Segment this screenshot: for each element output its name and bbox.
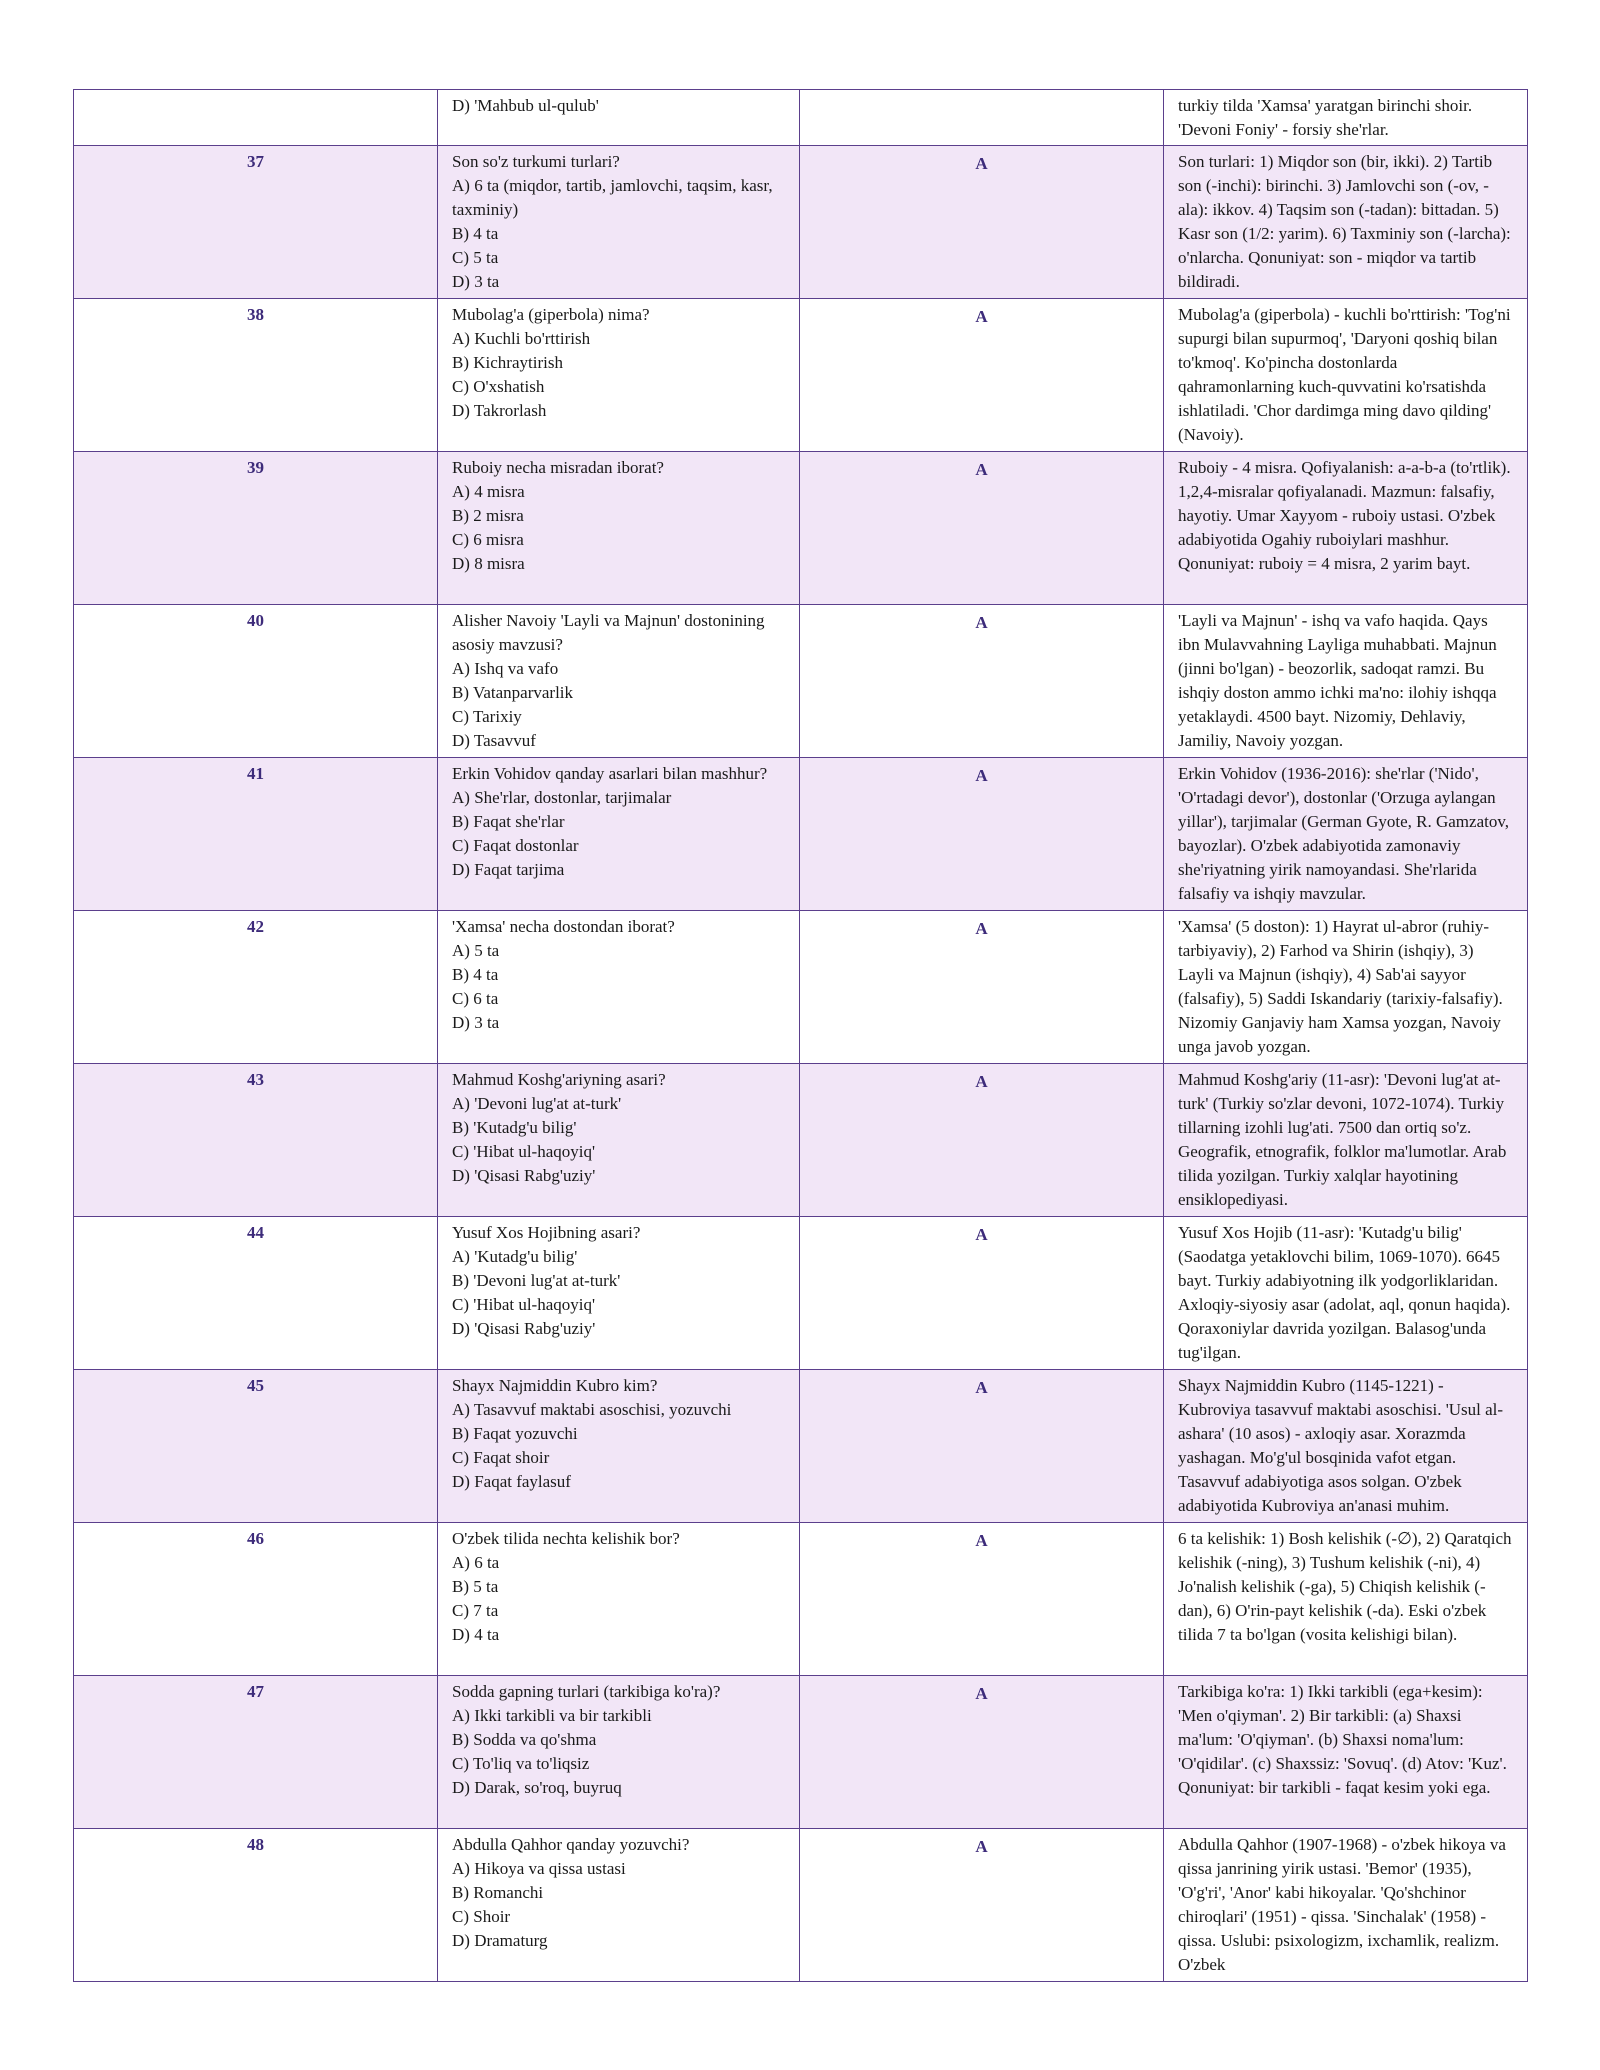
answer-option: D) 4 ta — [452, 1625, 500, 1644]
table-row — [74, 1217, 1528, 1370]
answer-option: B) Sodda va qo'shma — [452, 1730, 597, 1749]
question-cell — [438, 1829, 800, 1982]
correct-answer: A — [800, 1370, 1164, 1523]
question-cell — [438, 605, 800, 758]
explanation-cell — [1164, 1064, 1528, 1217]
answer-option: C) To'liq va to'liqsiz — [452, 1754, 590, 1773]
answer-option: A) 'Kutadg'u bilig' — [452, 1247, 578, 1266]
question-number: 40 — [74, 605, 438, 758]
question-number: 37 — [74, 146, 438, 299]
question-cell — [438, 1523, 800, 1676]
question-text: Erkin Vohidov qanday asarlari bilan mashhur? — [452, 764, 768, 783]
question-text: Mubolag'a (giperbola) nima? — [452, 305, 650, 324]
question-number: 48 — [74, 1829, 438, 1982]
question-text: Mahmud Koshg'ariyning asari? — [452, 1070, 666, 1089]
question-text: Shayx Najmiddin Kubro kim? — [452, 1376, 658, 1395]
answer-option: C) 7 ta — [452, 1601, 499, 1620]
question-text: Yusuf Xos Hojibning asari? — [452, 1223, 641, 1242]
question-cell — [438, 90, 800, 146]
question-text: D) 'Mahbub ul-qulub' — [452, 96, 599, 115]
answer-option: A) 6 ta — [452, 1553, 500, 1572]
explanation-text: 'Xamsa' (5 doston): 1) Hayrat ul-abror (ruhiy-tarbiyaviy), 2) Farhod va Shirin (ishqiy), 3) Layli va Majnun (ishqiy), 4) Sab'ai sayyor (falsafiy), 5) Saddi Iskandariy (tarixiy-falsafiy). Nizomiy Ganjaviy ham Xamsa yozgan, Navoiy unga javob yozgan. — [1178, 917, 1503, 1056]
answer-option: D) 3 ta — [452, 272, 500, 291]
correct-answer: A — [800, 605, 1164, 758]
explanation-text: Tarkibiga ko'ra: 1) Ikki tarkibli (ega+kesim): 'Men o'qiyman'. 2) Bir tarkibli: (a) Shaxsi ma'lum: 'O'qiyman'. (b) Shaxsi noma'lum: 'O'qidilar'. (c) Shaxssiz: 'Sovuq'. (d) Atov: 'Kuz'. Qonuniyat: bir tarkibli - faqat kesim yoki ega. — [1178, 1682, 1507, 1797]
answer-option: A) Tasavvuf maktabi asoschisi, yozuvchi — [452, 1400, 732, 1419]
question-number: 38 — [74, 299, 438, 452]
correct-answer: A — [800, 758, 1164, 911]
answer-option: D) Tasavvuf — [452, 731, 536, 750]
table-row — [74, 1370, 1528, 1523]
answer-option: B) Kichraytirish — [452, 353, 563, 372]
answer-option: D) 'Qisasi Rabg'uziy' — [452, 1319, 596, 1338]
correct-answer: A — [800, 911, 1164, 1064]
question-text: Sodda gapning turlari (tarkibiga ko'ra)? — [452, 1682, 721, 1701]
answer-option: B) Romanchi — [452, 1883, 544, 1902]
answer-option: C) Tarixiy — [452, 707, 522, 726]
answer-option: A) Ikki tarkibli va bir tarkibli — [452, 1706, 652, 1725]
question-cell — [438, 1676, 800, 1829]
answer-option: D) 8 misra — [452, 554, 525, 573]
table-row — [74, 758, 1528, 911]
explanation-text: Yusuf Xos Hojib (11-asr): 'Kutadg'u bilig' (Saodatga yetaklovchi bilim, 1069-1070). 6645 bayt. Turkiy adabiyotning ilk yodgorliklaridan. Axloqiy-siyosiy asar (adolat, aql, qonun haqida). Qoraxoniylar davrida yozilgan. Balasog'unda tug'ilgan. — [1178, 1223, 1511, 1362]
correct-answer: A — [800, 1829, 1164, 1982]
explanation-cell — [1164, 1217, 1528, 1370]
answer-option: D) 'Qisasi Rabg'uziy' — [452, 1166, 596, 1185]
answer-option: A) Ishq va vafo — [452, 659, 559, 678]
answer-option: B) 4 ta — [452, 965, 499, 984]
number-cell — [74, 90, 438, 146]
question-number: 47 — [74, 1676, 438, 1829]
answer-option: B) 4 ta — [452, 224, 499, 243]
answer-option: C) O'xshatish — [452, 377, 545, 396]
answer-option: A) 6 ta (miqdor, tartib, jamlovchi, taqsim, kasr, taxminiy) — [452, 176, 773, 219]
explanation-cell — [1164, 1829, 1528, 1982]
correct-answer: A — [800, 1064, 1164, 1217]
explanation-text: Mahmud Koshg'ariy (11-asr): 'Devoni lug'at at-turk' (Turkiy so'zlar devoni, 1072-1074). Turkiy tillarning izohli lug'ati. 7500 dan ortiq so'z. Geografik, etnografik, folklor ma'lumotlar. Arab tilida yozilgan. Turkiy xalqlar hayotining ensiklopediyasi. — [1178, 1070, 1507, 1209]
answer-option: C) Shoir — [452, 1907, 511, 1926]
question-cell — [438, 146, 800, 299]
answer-option: C) 6 ta — [452, 989, 499, 1008]
table-row — [74, 605, 1528, 758]
question-cell — [438, 911, 800, 1064]
answer-option: C) 'Hibat ul-haqoyiq' — [452, 1295, 596, 1314]
correct-answer: A — [800, 299, 1164, 452]
correct-answer: A — [800, 1676, 1164, 1829]
correct-answer: A — [800, 452, 1164, 605]
question-cell — [438, 299, 800, 452]
answer-option: C) 6 misra — [452, 530, 524, 549]
table-row — [74, 1064, 1528, 1217]
table-row — [74, 911, 1528, 1064]
correct-answer: A — [800, 1523, 1164, 1676]
answer-option: A) 'Devoni lug'at at-turk' — [452, 1094, 622, 1113]
correct-answer: A — [800, 1217, 1164, 1370]
table-row — [74, 1523, 1528, 1676]
answer-option: B) Faqat yozuvchi — [452, 1424, 578, 1443]
question-cell — [438, 452, 800, 605]
answer-option: B) Vatanparvarlik — [452, 683, 574, 702]
table-row — [74, 146, 1528, 299]
answer-option: D) Faqat tarjima — [452, 860, 565, 879]
answer-option: A) Kuchli bo'rttirish — [452, 329, 591, 348]
table-row — [74, 1676, 1528, 1829]
answer-option: D) Darak, so'roq, buyruq — [452, 1778, 622, 1797]
explanation-text: Son turlari: 1) Miqdor son (bir, ikki). 2) Tartib son (-inchi): birinchi. 3) Jamlovchi son (-ov, -ala): ikkov. 4) Taqsim son (-tadan): bittadan. 5) Kasr son (1/2: yarim). 6) Taxminiy son (-larcha): o'nlarcha. Qonuniyat: son - miqdor va tartib bildiradi. — [1178, 152, 1511, 291]
question-text: 'Xamsa' necha dostondan iborat? — [452, 917, 675, 936]
question-number: 42 — [74, 911, 438, 1064]
answer-option: C) Faqat shoir — [452, 1448, 550, 1467]
answer-option: A) 4 misra — [452, 482, 525, 501]
answer-option: B) 'Kutadg'u bilig' — [452, 1118, 577, 1137]
explanation-cell — [1164, 299, 1528, 452]
table-row — [74, 452, 1528, 605]
quiz-table — [73, 89, 1528, 1982]
explanation-text: 6 ta kelishik: 1) Bosh kelishik (-∅), 2) Qaratqich kelishik (-ning), 3) Tushum kelishik (-ni), 4) Jo'nalish kelishik (-ga), 5) Chiqish kelishik (-dan), 6) O'rin-payt kelishik (-da). Eski o'zbek tilida 7 ta bo'lgan (vosita kelishigi bilan). — [1178, 1529, 1512, 1644]
explanation-cell — [1164, 146, 1528, 299]
question-number: 46 — [74, 1523, 438, 1676]
question-number: 41 — [74, 758, 438, 911]
question-text: O'zbek tilida nechta kelishik bor? — [452, 1529, 680, 1548]
answer-option: D) Takrorlash — [452, 401, 547, 420]
question-text: Son so'z turkumi turlari? — [452, 152, 620, 171]
explanation-cell — [1164, 605, 1528, 758]
explanation-cell — [1164, 1370, 1528, 1523]
question-cell — [438, 1217, 800, 1370]
explanation-text: Ruboiy - 4 misra. Qofiyalanish: a-a-b-a (to'rtlik). 1,2,4-misralar qofiyalanadi. Mazmun: falsafiy, hayotiy. Umar Xayyom - ruboiy ustasi. O'zbek adabiyotida Ogahiy ruboiylari mashhur. Qonuniyat: ruboiy = 4 misra, 2 yarim bayt. — [1178, 458, 1511, 573]
question-text: Abdulla Qahhor qanday yozuvchi? — [452, 1835, 690, 1854]
explanation-cell — [1164, 911, 1528, 1064]
answer-option: D) Faqat faylasuf — [452, 1472, 571, 1491]
explanation-text: 'Layli va Majnun' - ishq va vafo haqida. Qays ibn Mulavvahning Layliga muhabbati. Majnun (jinni bo'lgan) - beozorlik, sadoqat ramzi. Bu ishqiy doston ammo ichki ma'no: ilohiy ishqqa yetaklaydi. 4500 bayt. Nizomiy, Dehlaviy, Jamiliy, Navoiy yozgan. — [1178, 611, 1497, 750]
answer-option: C) Faqat dostonlar — [452, 836, 579, 855]
table-row — [74, 299, 1528, 452]
answer-option: A) Hikoya va qissa ustasi — [452, 1859, 626, 1878]
answer-option: D) 3 ta — [452, 1013, 500, 1032]
table-row-continued — [74, 90, 1528, 146]
explanation-cell — [1164, 90, 1528, 146]
explanation-text: Shayx Najmiddin Kubro (1145-1221) - Kubroviya tasavvuf maktabi asoschisi. 'Usul al-ashara' (10 asos) - axloqiy asar. Xorazmda yashagan. Mo'g'ul bosqinida vafot etgan. Tasavvuf adabiyotiga asos solgan. O'zbek adabiyotida Kubroviya an'anasi muhim. — [1178, 1376, 1504, 1515]
question-number: 44 — [74, 1217, 438, 1370]
question-cell — [438, 1370, 800, 1523]
answer-option: C) 'Hibat ul-haqoyiq' — [452, 1142, 596, 1161]
explanation-text: Erkin Vohidov (1936-2016): she'rlar ('Nido', 'O'rtadagi devor'), dostonlar ('Orzuga aylangan yillar'), tarjimalar (German Gyote, R. Gamzatov, bayozlar). O'zbek adabiyotida zamonaviy she'riyatning yirik namoyandasi. She'rlarida falsafiy va ishqiy mavzular. — [1178, 764, 1509, 903]
answer-cell — [800, 90, 1164, 146]
explanation-text: turkiy tilda 'Xamsa' yaratgan birinchi shoir. 'Devoni Foniy' - forsiy she'rlar. — [1178, 96, 1473, 139]
explanation-text: Abdulla Qahhor (1907-1968) - o'zbek hikoya va qissa janrining yirik ustasi. 'Bemor' (1935), 'O'g'ri', 'Anor' kabi hikoyalar. 'Qo'shchinor chiroqlari' (1951) - qissa. 'Sinchalak' (1958) - qissa. Uslubi: psixologizm, ixchamlik, realizm. O'zbek — [1178, 1835, 1506, 1974]
answer-option: C) 5 ta — [452, 248, 499, 267]
quiz-table-body — [74, 90, 1528, 1982]
question-cell — [438, 1064, 800, 1217]
explanation-cell — [1164, 1523, 1528, 1676]
answer-option: B) 2 misra — [452, 506, 524, 525]
question-number: 43 — [74, 1064, 438, 1217]
table-row — [74, 1829, 1528, 1982]
answer-option: A) 5 ta — [452, 941, 500, 960]
answer-option: B) 5 ta — [452, 1577, 499, 1596]
answer-option: A) She'rlar, dostonlar, tarjimalar — [452, 788, 672, 807]
explanation-text: Mubolag'a (giperbola) - kuchli bo'rttirish: 'Tog'ni supurgi bilan supurmoq', 'Daryoni qoshiq bilan to'kmoq'. Ko'pincha dostonlarda qahramonlarning kuch-quvvatini ko'rsatishda ishlatiladi. 'Chor dardimga ming davo qilding' (Navoiy). — [1178, 305, 1511, 444]
answer-option: B) Faqat she'rlar — [452, 812, 565, 831]
question-cell — [438, 758, 800, 911]
answer-option: D) Dramaturg — [452, 1931, 548, 1950]
question-number: 39 — [74, 452, 438, 605]
correct-answer: A — [800, 146, 1164, 299]
explanation-cell — [1164, 758, 1528, 911]
question-text: Alisher Navoiy 'Layli va Majnun' dostonining asosiy mavzusi? — [452, 611, 765, 654]
explanation-cell — [1164, 1676, 1528, 1829]
question-text: Ruboiy necha misradan iborat? — [452, 458, 664, 477]
answer-option: B) 'Devoni lug'at at-turk' — [452, 1271, 621, 1290]
question-number: 45 — [74, 1370, 438, 1523]
explanation-cell — [1164, 452, 1528, 605]
